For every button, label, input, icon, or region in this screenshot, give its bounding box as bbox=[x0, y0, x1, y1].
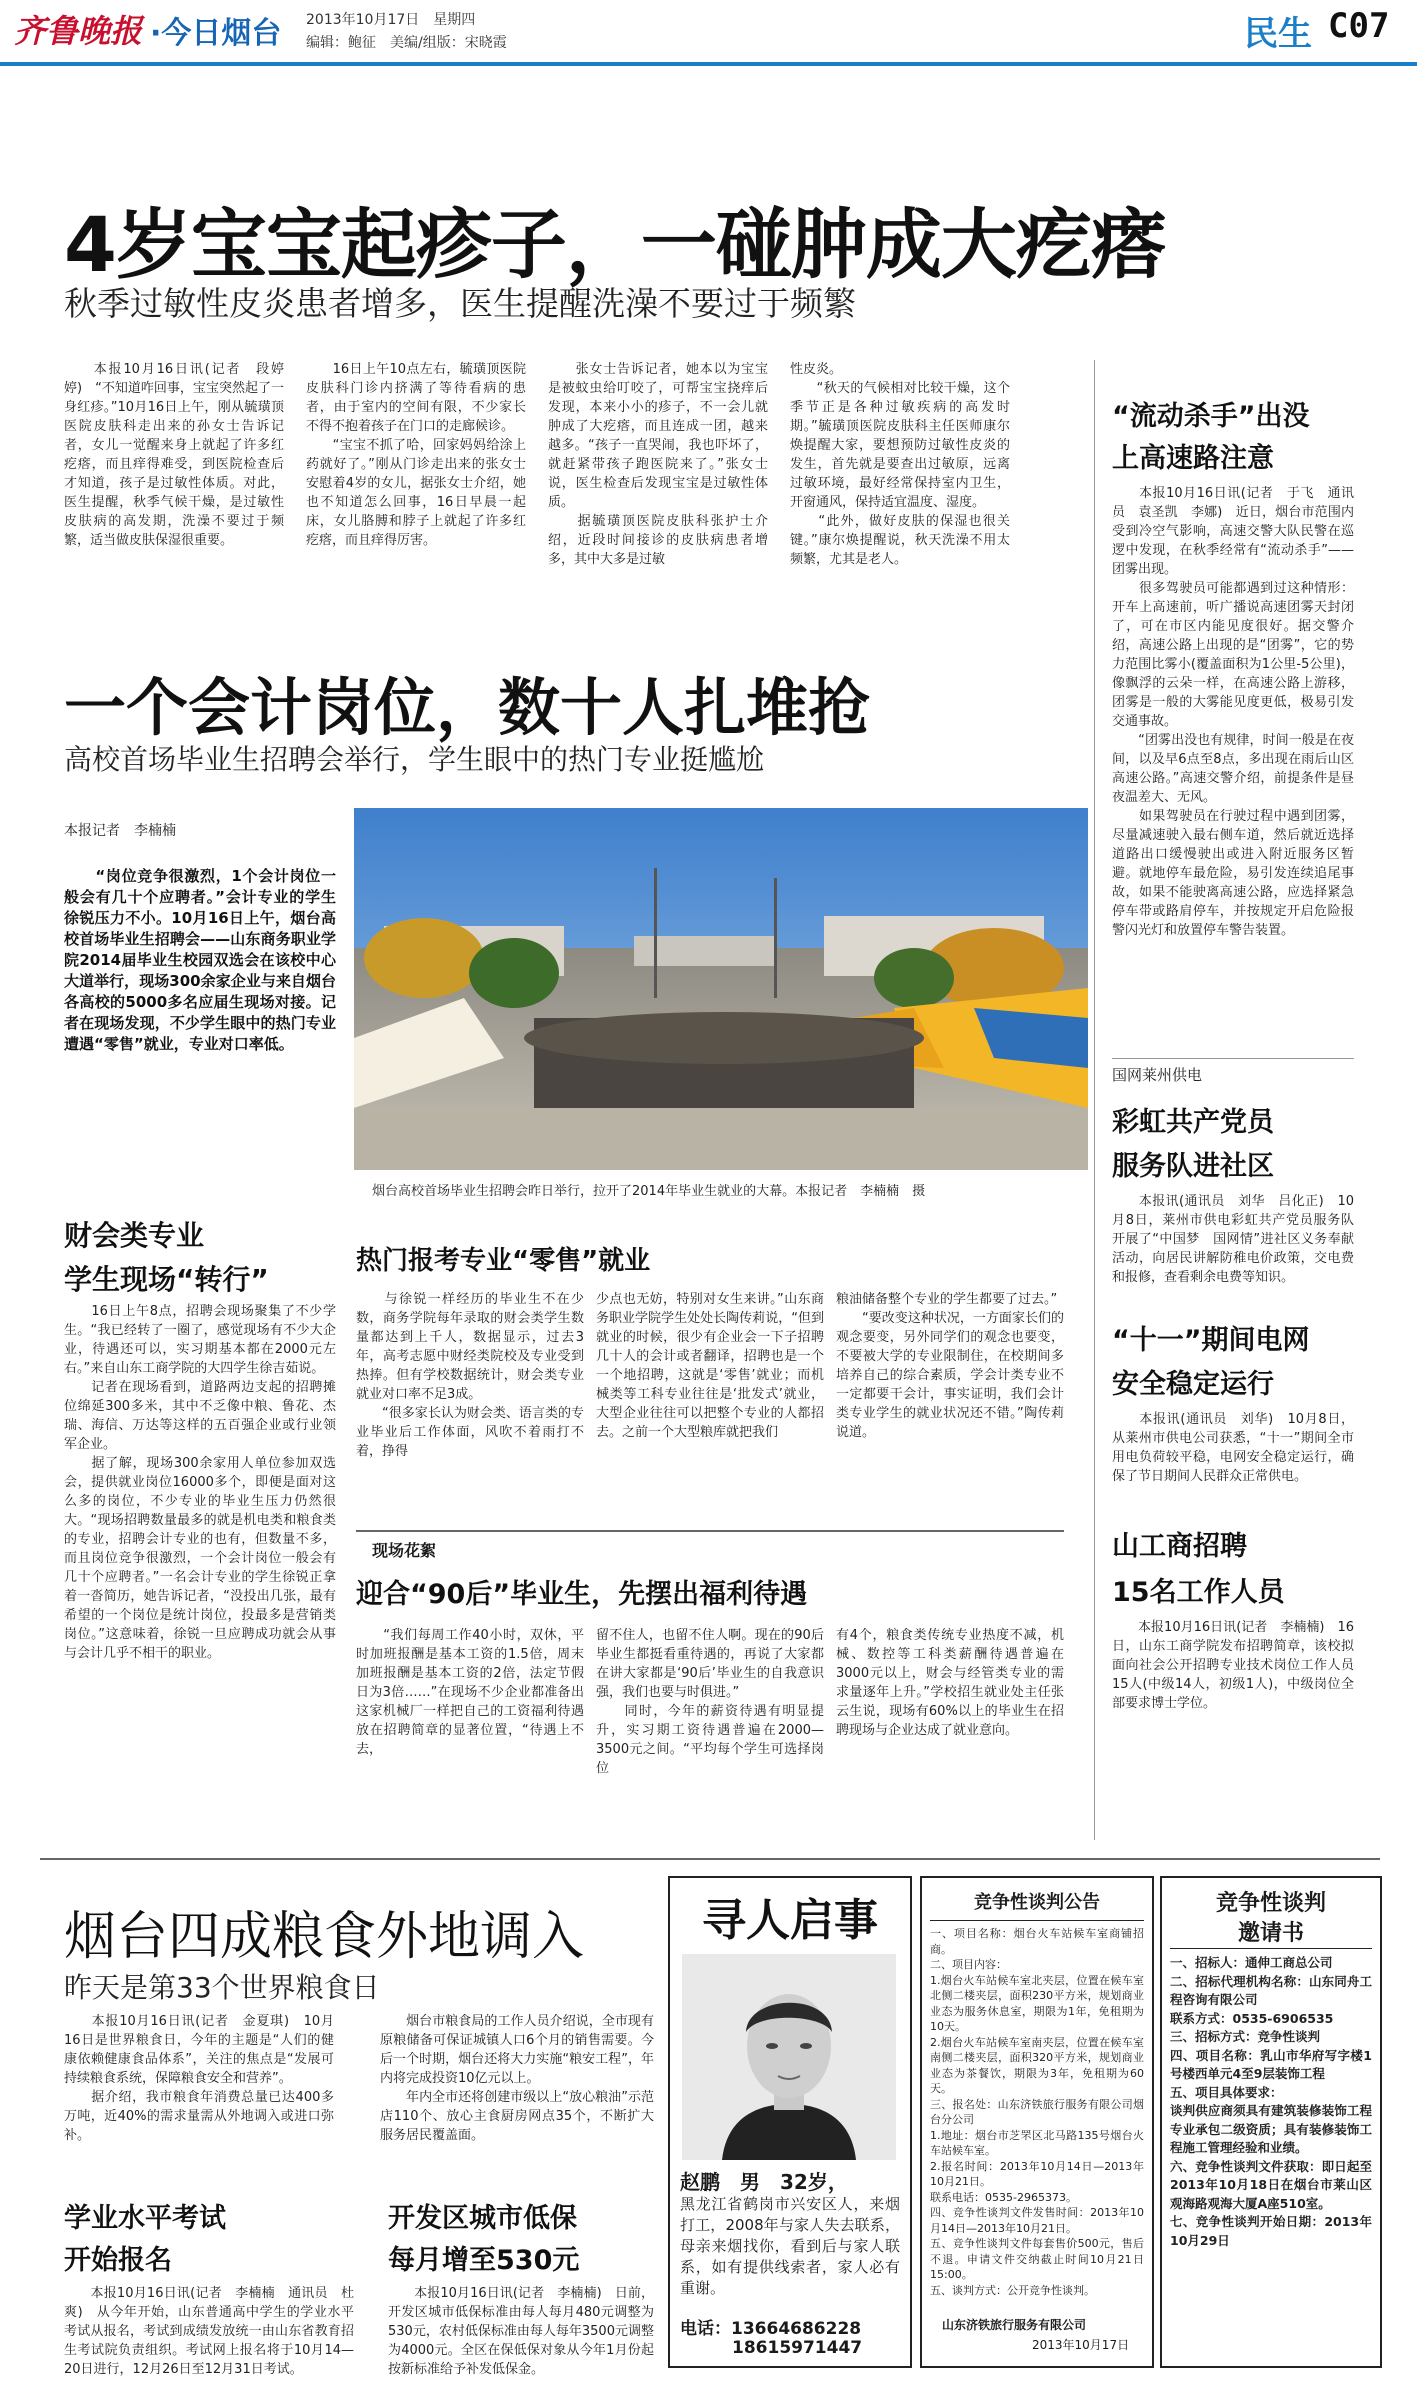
a1-subheadline: 秋季过敏性皮炎患者增多，医生提醒洗澡不要过于频繁 bbox=[64, 284, 856, 323]
bid-invitation-rule bbox=[1170, 1948, 1372, 1949]
a3-col-1: 本报10月16日讯(记者 金夏琪) 10月16日是世界粮食日，今年的主题是“人们的健康依赖健康食品体系”，关注的焦点是“发展可持续粮食系统，保障粮食安全和营养”。 据介绍，我市粮食年消费总量已达400多万吨，近40%的需求量需从外地调入或进口弥补。 bbox=[64, 2014, 334, 2143]
bid-invitation-title-2: 邀请书 bbox=[1237, 1921, 1304, 1946]
job-fair-photo bbox=[354, 808, 1088, 1170]
bid-notice-title: 竞争性谈判公告 bbox=[974, 1892, 1100, 1913]
a2-hot-col-3: 粮油储备整个专业的学生都要了过去。” “要改变这种状况，一方面家长们的观念要变，另外同学们的观念也要变，不要被大学的专业限制住，在校期间多培养自己的综合素质，学会计类专业不一定都要干会计，事实证明，我们会计类专业学生的就业状况还不错。”陶传莉说道。 bbox=[836, 1292, 1064, 1440]
a3-subheadline: 昨天是第33个世界粮食日 bbox=[64, 1971, 380, 2004]
right-fog-text: 本报10月16日讯(记者 于飞 通讯员 袁圣凯 李娜) 近日，烟台市范围内受到冷空气影响，高速交警大队民警在巡逻中发现，在秋季经常有“流动杀手”——团雾出现。 很多驾驶员可能都遇到过这种情形：开车上高速前，听广播说高速团雾天封闭了，可在市区内能见度很好。据交警介绍，高速公路上出现的是“团雾”，它的势力范围比雾小(覆盖面积为1公里-5公里)，像飘浮的云朵一样，在高速公路上游移，团雾是一般的大雾能见度更低，极易引发交通事故。 “团雾出没也有规律，时间一般是在夜间，以及早6点至8点，多出现在雨后山区高速公路。”高速交警介绍，前提条件是昼夜温差大、无风。 如果驾驶员在行驶过程中遇到团雾，尽量减速驶入最右侧车道，然后就近选择道路出口缓慢驶出或进入附近服务区暂避。就地停车最危险，易引发连续追尾事故，如果不能驶离高速公路，应选择紧急停车带或路肩停车，并按规定开启危险报警闪光灯和放置停车警告装置。 bbox=[1112, 486, 1354, 938]
missing-photo bbox=[682, 1954, 896, 2160]
editors-line: 编辑：鲍征 美编/组版：宋晓霞 bbox=[306, 35, 507, 51]
a2-subhead-fin-1: 财会类专业 bbox=[64, 1219, 205, 1252]
a1-col-1: 本报10月16日讯(记者 段婷婷) “不知道咋回事，宝宝突然起了一身红疹。”10月16日上午，刚从毓璜顶医院皮肤科走出来的孙女士告诉记者，女儿一觉醒来身上就起了许多红疙瘩，而且痒得难受，到医院检查后才知道，孩子是过敏性体质。对此，医生提醒，秋季气候干燥，是过敏性皮肤病的高发期，洗澡不要过于频繁，适当做皮肤保湿很重要。 bbox=[64, 362, 284, 548]
a2-headline: 一个会计岗位，数十人扎堆抢 bbox=[64, 671, 871, 744]
a2-subhead-fin-2: 学生现场“转行” bbox=[64, 1263, 269, 1296]
bid-notice-ad bbox=[920, 1876, 1154, 2368]
bid-notice-date: 2013年10月17日 bbox=[1032, 2338, 1130, 2352]
a1-col-2: 16日上午10点左右，毓璜顶医院皮肤科门诊内挤满了等待看病的患者，由于室内的空间有限，不少家长不得不抱着孩子在门口的走廊候诊。 “宝宝不抓了哈，回家妈妈给涂上药就好了。”刚从门诊走出来的张女士安慰着4岁的女儿，据张女士介绍，她也不知道怎么回事，16日早晨一起床，女儿胳膊和脖子上就起了许多红疙瘩，而且痒得厉害。 bbox=[306, 362, 526, 548]
a5-headline-1: 开发区城市低保 bbox=[388, 2203, 577, 2234]
right-h3-line2: 安全稳定运行 bbox=[1112, 1369, 1274, 1400]
a2-sidebar-rule bbox=[356, 1530, 1064, 1532]
masthead-rule bbox=[0, 62, 1417, 66]
bid-invitation-body: 一、招标人：通伸工商总公司 二、招标代理机构名称：山东同舟工程咨询有限公司 联系方式：0535-6906535 三、招标方式：竞争性谈判 四、项目名称：乳山市华府写字楼1号楼西单元4至9层装饰工程 五、项目具体要求： 谈判供应商须具有建筑装修装饰工程专业承包二级资质；具有装修装饰工程施工管理经验和业绩。 六、竞争性谈判文件获取：即日起至2013年10月18日在烟台市莱山区观海路观海大厦A座510室。 七、竞争性谈判开始日期：2013年10月29日 bbox=[1170, 1955, 1372, 2248]
a5-text: 本报10月16日讯(记者 李楠楠) 日前，开发区城市低保标准由每人每月480元调整为530元，农村低保标准由每人每年3500元调整为4000元。全区在保低保对象从今年1月份起按新标准给予补发低保金。 bbox=[388, 2286, 654, 2376]
right-grid-text: 本报讯(通讯员 刘华) 10月8日，从莱州市供电公司获悉，“十一”期间全市用电负荷较平稳，电网安全稳定运行，确保了节日期间人民群众正常供电。 bbox=[1112, 1412, 1354, 1484]
section-name: ·今日烟台 bbox=[150, 16, 282, 51]
missing-phone-1: 电话：13664686228 bbox=[680, 2319, 862, 2339]
missing-name: 赵鹏 男 32岁， bbox=[680, 2170, 848, 2194]
bottom-rule bbox=[40, 1858, 1380, 1860]
right-h4-line1: 山工商招聘 bbox=[1112, 1531, 1247, 1562]
a2-hot-col-2: 少点也无妨，特别对女生来讲。”山东商务职业学院学生处处长陶传莉说，“但到就业的时候，很少有企业会一下子招聘几十人的会计或者翻译，招聘也是一个一个地招聘，这就是‘零售’就业；而机械类等工科专业往往是‘批发式’就业，大型企业往往可以把整个专业的人都招去。之前一个大型粮库就把我们 bbox=[596, 1292, 824, 1440]
right-h1-line2: 上高速路注意 bbox=[1112, 443, 1274, 474]
missing-person-ad bbox=[668, 1876, 912, 2368]
a2-subhead-hot: 热门报考专业“零售”就业 bbox=[356, 1246, 651, 1276]
right-tag: 国网莱州供电 bbox=[1112, 1066, 1203, 1084]
a2-90-col-2: 留不住人，也留不住人啊。现在的90后毕业生都挺看重待遇的，再说了大家都在讲大家都是‘90后’毕业生的自我意识强，我们也要与时俱进。” 同时，今年的薪资待遇有明显提升，实习期工资待遇普遍在2000—3500元之间。“平均每个学生可选择岗位 bbox=[596, 1628, 824, 1776]
job-fair-photo-drawing bbox=[354, 808, 1088, 1170]
missing-phone-2: 18615971447 bbox=[732, 2338, 863, 2358]
bid-notice-body: 一、项目名称：烟台火车站候车室商铺招商。 二、项目内容： 1.烟台火车站候车室北夹层，位置在候车室北侧二楼夹层，面积230平方米，规划商业业态为服务休息室，期限为1年，免租期为10天。 2.烟台火车站候车室南夹层，位置在候车室南侧二楼夹层，面积320平方米，规划商业业态为茶餐饮，期限为3年，免租期为60天。 三、报名处：山东济铁旅行服务有限公司烟台分公司 1.地址：烟台市芝罘区北马路135号烟台火车站候车室。 2.报名时间：2013年10月14日—2013年10月21日。 联系电话：0535-2965373。 四、竞争性谈判文件发售时间：2013年10月14日—2013年10月21日。 五、竞争性谈判文件每套售价500元，售后不退。申请文件交纳截止时间10月21日15:00。 五、谈判方式：公开竞争性谈判。 bbox=[930, 1927, 1144, 2297]
right-h2-line1: 彩虹共产党员 bbox=[1112, 1107, 1274, 1138]
channel-name: 民生 bbox=[1244, 14, 1312, 54]
a2-fin-text: 16日上午8点，招聘会现场聚集了不少学生。“我已经转了一圈了，感觉现场有不少大企业，待遇还可以，实习期基本都在2000元左右。”来自山东工商学院的大四学生徐吉茹说。 记者在现场看到，道路两边支起的招聘摊位绵延300多米，其中不乏像中粮、鲁花、杰瑞、海信、万达等这样的五百强企业或行业领军企业。 据了解，现场300余家用人单位参加双选会，提供就业岗位16000多个，即便是面对这么多的岗位，不少专业的毕业生压力仍然很大。“现场招聘数量最多的就是机电类和粮食类的专业，招聘会计专业的也有，但数量不多，而且岗位竞争很激烈，一个会计岗位一般会有几十个应聘者。”一名会计专业的学生徐锐正拿着一沓简历，她告诉记者，“没投出几张，最有希望的一个岗位是统计岗位，投最多是营销类岗位。”这意味着，徐锐一旦应聘成功就会从事与会计几乎不相干的职业。 bbox=[64, 1304, 336, 1661]
a3-headline: 烟台四成粮食外地调入 bbox=[64, 1907, 585, 1967]
right-h1-line1: “流动杀手”出没 bbox=[1112, 401, 1310, 432]
right-column-divider bbox=[1094, 360, 1095, 1840]
right-h4-line2: 15名工作人员 bbox=[1112, 1577, 1285, 1608]
a1-headline: 4岁宝宝起疹子，一碰肿成大疙瘩 bbox=[64, 200, 1166, 289]
a2-hot-col-1: 与徐锐一样经历的毕业生不在少数，商务学院每年录取的财会类学生数量都达到上千人，数据显示，过去3年，高考志愿中财经类院校及专业受到热捧。但有学校数据统计，财会类专业就业对口率不足3成。 “很多家长认为财会类、语言类的专业毕业后工作体面，风吹不着雨打不着，挣得 bbox=[356, 1292, 584, 1459]
a1-col-4: 性皮炎。 “秋天的气候相对比较干燥，这个季节正是各种过敏疾病的高发时期。”毓璜顶医院皮肤科主任医师康尔焕提醒大家，要想预防过敏性皮炎的发生，首先就是要查出过敏原，远离过敏环境，最好经常保持室内卫生，开窗通风，保持适宜温度、湿度。 “此外，做好皮肤的保湿也很关键。”康尔焕提醒说，秋天洗澡不用太频繁，尤其是老人。 bbox=[790, 362, 1010, 567]
missing-text: 黑龙江省鹤岗市兴安区人，来烟打工，2008年与家人失去联系，母亲来烟找你，看到后与家人联系，如有提供线索者，家人必有重谢。 bbox=[680, 2195, 900, 2297]
a4-headline-1: 学业水平考试 bbox=[64, 2203, 226, 2234]
a2-subheadline: 高校首场毕业生招聘会举行，学生眼中的热门专业挺尴尬 bbox=[64, 743, 765, 776]
bid-notice-sign: 山东济铁旅行服务有限公司 bbox=[942, 2318, 1087, 2332]
a2-sidebar-tag: 现场花絮 bbox=[372, 1541, 437, 1560]
a4-headline-2: 开始报名 bbox=[64, 2245, 172, 2276]
right-tag-rule bbox=[1112, 1058, 1354, 1059]
right-hiring-text: 本报10月16日讯(记者 李楠楠) 16日，山东工商学院发布招聘简章，该校拟面向社会公开招聘专业技术岗位工作人员15人(中级14人，初级1人)，中级岗位全部要求博士学位。 bbox=[1112, 1620, 1354, 1711]
right-rainbow-text: 本报讯(通讯员 刘华 吕化正) 10月8日，莱州市供电彩虹共产党员服务队开展了“中国梦 国网情”进社区义务奉献活动，向居民讲解防稚电价政策，交电费和报修，查看剩余电费等知识。 bbox=[1112, 1194, 1354, 1285]
a2-90-col-1: “我们每周工作40小时，双休，平时加班报酬是基本工资的1.5倍，周末加班报酬是基本工资的2倍，法定节假日为3倍……”在现场不少企业都准备出这家机械厂一样把自己的工资福利待遇放在招聘简章的显著位置，“待遇上不去， bbox=[356, 1628, 584, 1757]
bid-invitation-title-1: 竞争性谈判 bbox=[1215, 1891, 1326, 1916]
a2-byline: 本报记者 李楠楠 bbox=[64, 823, 176, 839]
masthead bbox=[0, 0, 1417, 70]
right-h3-line1: “十一”期间电网 bbox=[1112, 1325, 1310, 1356]
right-h2-line2: 服务队进社区 bbox=[1112, 1151, 1274, 1182]
bid-notice-rule bbox=[930, 1920, 1144, 1921]
missing-title: 寻人启事 bbox=[702, 1895, 878, 1946]
date-line: 2013年10月17日 星期四 bbox=[306, 12, 476, 28]
missing-photo-drawing bbox=[682, 1954, 896, 2160]
paper-logo: 齐鲁晚报 bbox=[14, 12, 143, 50]
a2-subhead-90: 迎合“90后”毕业生，先摆出福利待遇 bbox=[356, 1579, 808, 1610]
a3-col-2: 烟台市粮食局的工作人员介绍说，全市现有原粮储备可保证城镇人口6个月的销售需要。今后一个时期，烟台还将大力实施“粮安工程”，年内将完成投资10亿元以上。 年内全市还将创建市级以上“放心粮油”示范店110个、放心主食厨房网点35个，不断扩大服务居民覆盖面。 bbox=[380, 2014, 654, 2143]
a2-90-col-3: 有4个，粮食类传统专业热度不减，机械、数控等工科类薪酬待遇普遍在3000元以上，财会与经管类专业的需求量逐年上升。”学校招生就业处主任张云生说，现场有60%以上的毕业生在招聘现场与企业达成了就业意向。 bbox=[836, 1628, 1064, 1738]
a1-col-3: 张女士告诉记者，她本以为宝宝是被蚊虫给叮咬了，可帮宝宝挠痒后发现，本来小小的疹子，不一会儿就肿成了大疙瘩，而且连成一团，越来越多。“孩子一直哭闹，我也吓坏了，就赶紧带孩子跑医院来了。”张女士说，医生检查后发现宝宝是过敏性体质。 据毓璜顶医院皮肤科张护士介绍，近段时间接诊的皮肤病患者增多，其中大多是过敏 bbox=[548, 362, 768, 567]
a2-intro: “岗位竞争很激烈，1个会计岗位一般会有几十个应聘者。”会计专业的学生徐锐压力不小。10月16日上午，烟台高校首场毕业生招聘会——山东商务职业学院2014届毕业生校园双选会在该校中心大道举行，现场300余家企业与来自烟台各高校的5000多名应届生现场对接。记者在现场发现，不少学生眼中的热门专业遭遇“零售”就业，专业对口率低。 bbox=[64, 867, 336, 1053]
page-number: C07 bbox=[1328, 6, 1390, 46]
bid-invitation-ad bbox=[1160, 1876, 1382, 2368]
a4-text: 本报10月16日讯(记者 李楠楠 通讯员 杜爽) 从今年开始，山东普通高中学生的学业水平考试从报名，考试到成绩发放统一由山东省教育招生考试院负责组织。考试网上报名将于10月14—20日进行，12月26日至12月31日考试。 bbox=[64, 2286, 354, 2376]
photo-caption: 烟台高校首场毕业生招聘会昨日举行，拉开了2014年毕业生就业的大幕。本报记者 李楠楠 摄 bbox=[372, 1184, 926, 1199]
a5-headline-2: 每月增至530元 bbox=[388, 2245, 580, 2276]
